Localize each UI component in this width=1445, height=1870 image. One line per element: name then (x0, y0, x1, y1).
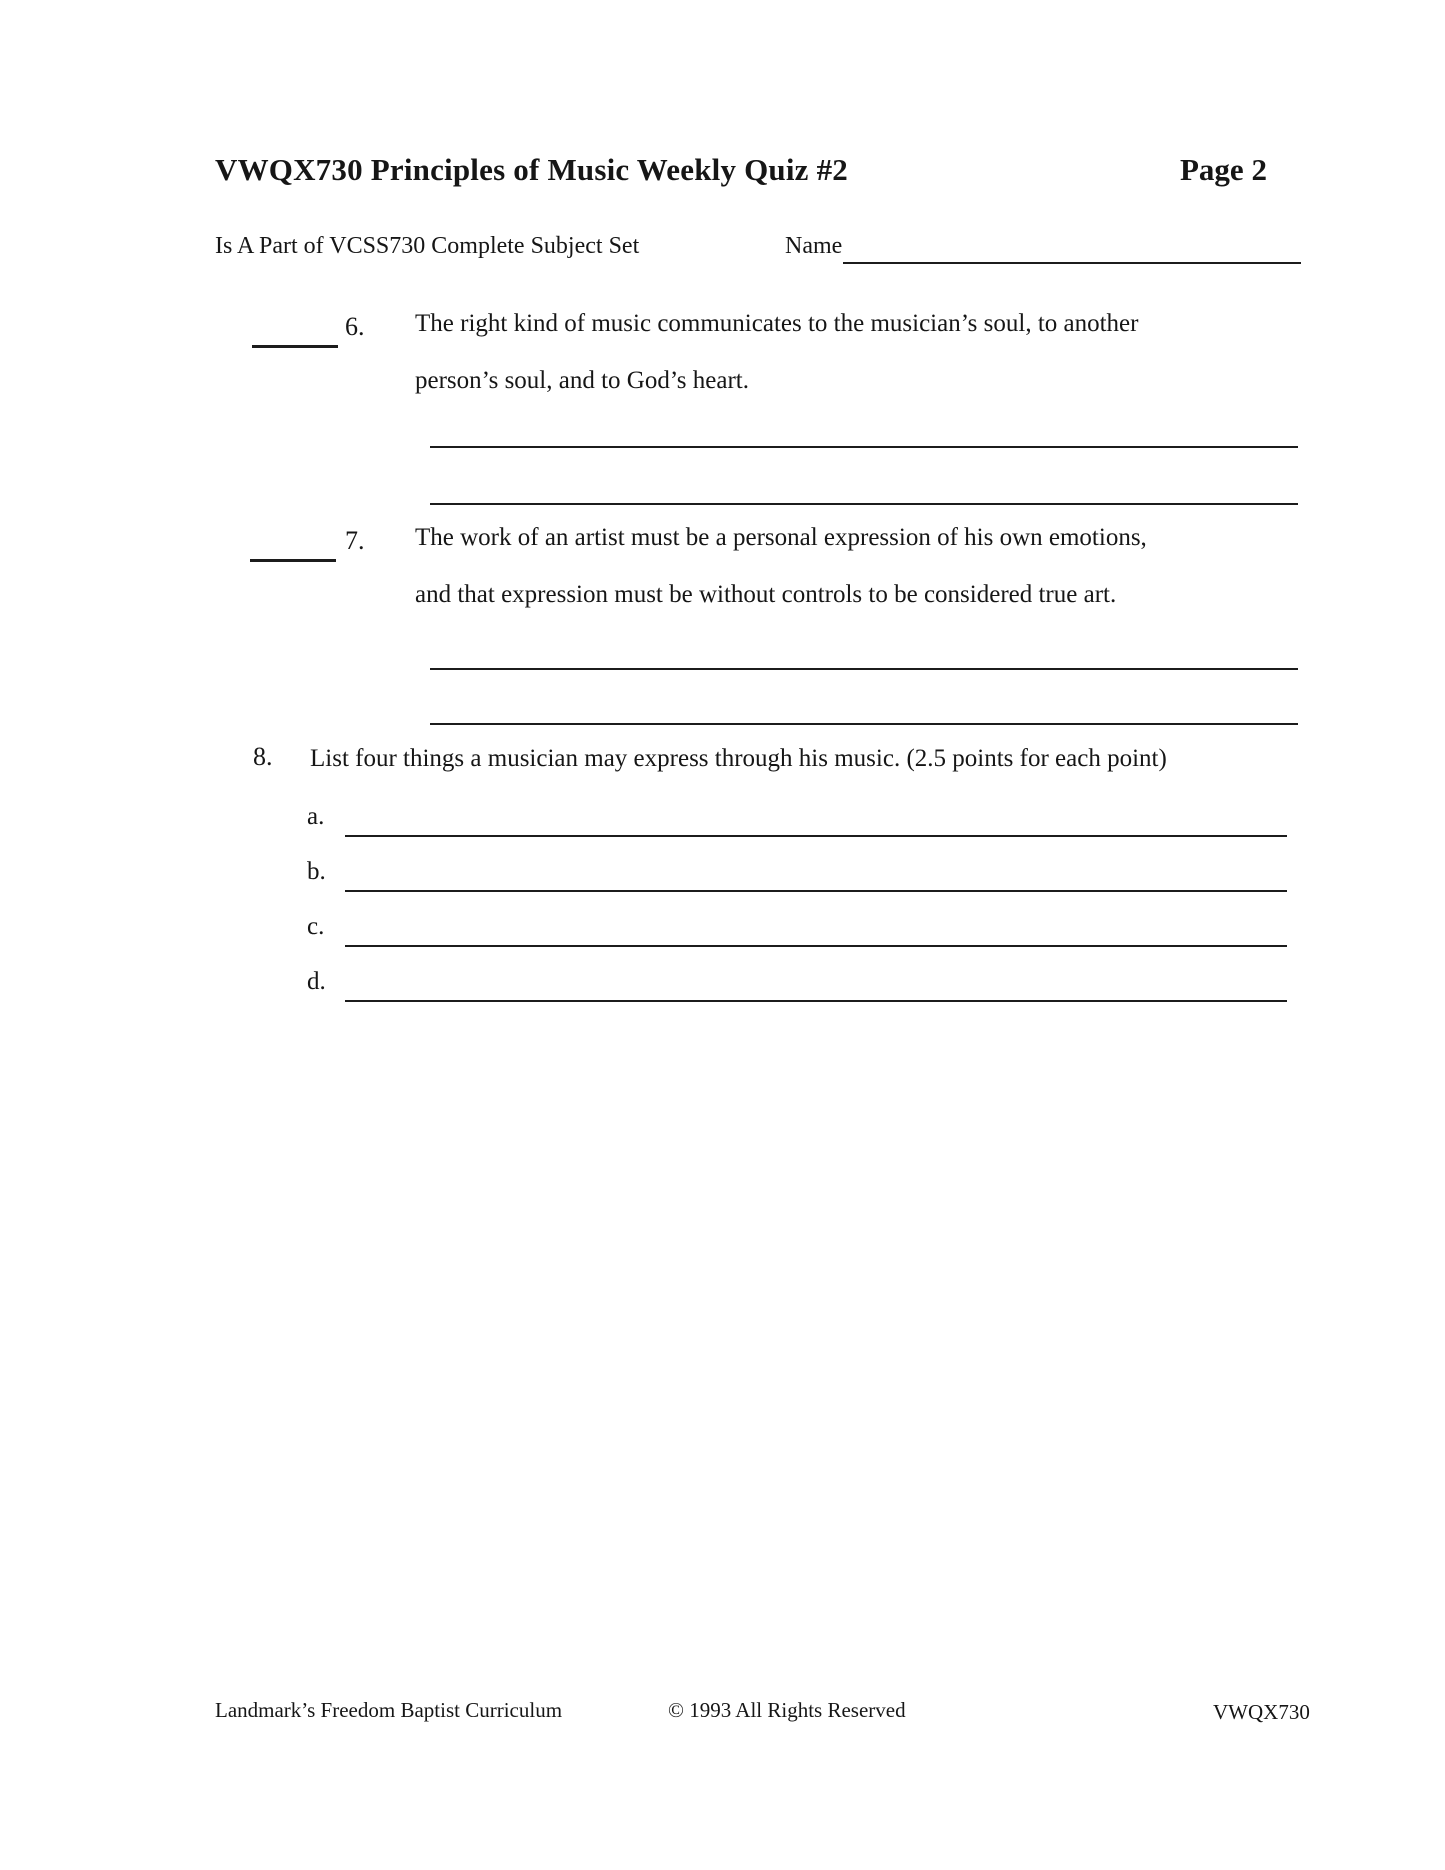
question-8-item-d (307, 968, 1289, 1002)
question-6-answer-blank (252, 318, 338, 348)
name-label: Name (785, 233, 843, 259)
item-c-letter: c. (307, 913, 325, 940)
question-7-writing-line-1 (430, 640, 1298, 670)
question-7-number: 7. (345, 526, 365, 555)
footer-course-code: VWQX730 (1213, 1700, 1310, 1724)
question-6-line-2: person’s soul, and to God’s heart. (415, 367, 749, 394)
question-6-line-1: The right kind of music communicates to the musician’s soul, to another (415, 310, 1139, 337)
item-c-writing-line (345, 945, 1287, 947)
question-6-text (415, 295, 1138, 409)
question-6-number: 6. (345, 312, 365, 341)
question-7-text (415, 509, 1147, 623)
question-8-item-c (307, 913, 1289, 947)
question-6-writing-line-2 (430, 475, 1298, 505)
item-b-writing-line (345, 890, 1287, 892)
question-7-line-1: The work of an artist must be a personal expression of his own emotions, (415, 524, 1147, 551)
item-a-writing-line (345, 835, 1287, 837)
question-8-item-a (307, 803, 1289, 837)
item-b-letter: b. (307, 858, 326, 885)
item-a-letter: a. (307, 803, 325, 830)
footer-publisher: Landmark’s Freedom Baptist Curriculum (215, 1698, 563, 1722)
question-7-line-2: and that expression must be without controls to be considered true art. (415, 581, 1117, 608)
name-blank-line (843, 233, 1301, 264)
question-8-number: 8. (253, 742, 273, 771)
question-7-writing-line-2 (430, 695, 1298, 725)
question-8-item-b (307, 858, 1289, 892)
subtitle: Is A Part of VCSS730 Complete Subject Set (215, 233, 640, 259)
page-title: VWQX730 Principles of Music Weekly Quiz #2 (215, 152, 848, 187)
question-7-answer-blank (250, 532, 336, 562)
page-number: Page 2 (1180, 152, 1267, 187)
footer-copyright: © 1993 All Rights Reserved (668, 1698, 906, 1722)
question-8-text: List four things a musician may express through his music. (2.5 points for each point) (310, 745, 1167, 772)
item-d-letter: d. (307, 968, 326, 995)
item-d-writing-line (345, 1000, 1287, 1002)
question-6-writing-line-1 (430, 418, 1298, 448)
